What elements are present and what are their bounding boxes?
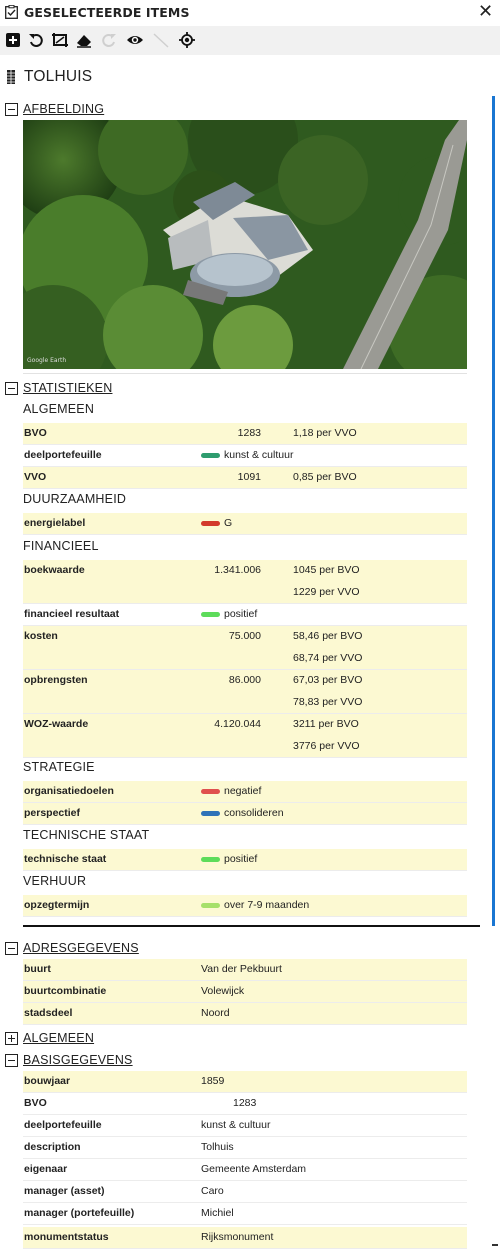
crop-icon[interactable]	[51, 31, 69, 49]
divider	[23, 373, 467, 374]
collapse-icon[interactable]	[5, 1054, 18, 1067]
building-icon	[6, 69, 16, 85]
selection-checkbox-icon	[5, 5, 18, 19]
eraser-icon[interactable]	[75, 31, 93, 49]
aerial-photo	[23, 120, 467, 369]
stat-row-energielabel: energielabel G	[23, 513, 467, 535]
group-heading: DUURZAAMHEID	[23, 492, 127, 506]
eye-icon[interactable]	[126, 31, 144, 49]
stat-row-financieel-resultaat: financieel resultaat positief	[23, 604, 467, 626]
address-row: buurtcombinatie Volewijck	[23, 981, 467, 1003]
expand-icon[interactable]	[5, 1032, 18, 1045]
stat-row-boekwaarde: boekwaarde 1.341.006 1045 per BVO 1229 per VVO	[23, 560, 467, 604]
stat-row-organisatiedoelen: organisatiedoelen negatief	[23, 781, 467, 803]
add-icon[interactable]	[4, 31, 22, 49]
collapse-icon[interactable]	[5, 382, 18, 395]
stat-row-opzegtermijn: opzegtermijn over 7-9 maanden	[23, 895, 467, 917]
basis-row: monumentstatus Rijksmonument	[23, 1227, 467, 1249]
status-pill	[201, 612, 220, 617]
section-label[interactable]: BASISGEGEVENS	[23, 1053, 133, 1067]
status-pill	[201, 789, 220, 794]
section-divider	[23, 925, 480, 927]
stat-row-bvo: BVO 1283 1,18 per VVO	[23, 423, 467, 445]
stat-row-vvo: VVO 1091 0,85 per BVO	[23, 467, 467, 489]
stat-row-kosten: kosten 75.000 58,46 per BVO 68,74 per VVO	[23, 626, 467, 670]
basis-row: manager (asset) Caro	[23, 1181, 467, 1203]
basis-row: manager (portefeuille) Michiel	[23, 1203, 467, 1225]
status-pill	[201, 521, 220, 526]
basis-row: description Tolhuis	[23, 1137, 467, 1159]
section-label[interactable]: STATISTIEKEN	[23, 381, 113, 395]
basis-row: eigenaar Gemeente Amsterdam	[23, 1159, 467, 1181]
address-row: stadsdeel Noord	[23, 1003, 467, 1025]
section-adresgegevens[interactable]	[5, 940, 139, 956]
group-heading: ALGEMEEN	[23, 402, 95, 416]
scrollbar[interactable]	[492, 96, 495, 926]
resize-handle[interactable]	[492, 1244, 498, 1246]
status-pill	[201, 811, 220, 816]
group-heading: FINANCIEEL	[23, 539, 99, 553]
collapse-icon[interactable]	[5, 942, 18, 955]
stat-row-woz-waarde: WOZ-waarde 4.120.044 3211 per BVO 3776 per VVO	[23, 714, 467, 758]
status-pill	[201, 857, 220, 862]
close-icon[interactable]: ✕	[478, 1, 494, 22]
stat-row-opbrengsten: opbrengsten 86.000 67,03 per BVO 78,83 per VVO	[23, 670, 467, 714]
collapse-icon[interactable]	[5, 103, 18, 116]
toolbar	[0, 26, 500, 55]
group-heading: TECHNISCHE STAAT	[23, 828, 150, 842]
section-basisgegevens[interactable]	[5, 1052, 133, 1068]
address-row: buurt Van der Pekbuurt	[23, 959, 467, 981]
basis-row: deelportefeuille kunst & cultuur	[23, 1115, 467, 1137]
section-label[interactable]: ADRESGEGEVENS	[23, 941, 139, 955]
basis-row: BVO 1283	[23, 1093, 467, 1115]
panel-title: GESELECTEERDE ITEMS	[24, 5, 190, 20]
panel-header	[0, 0, 500, 26]
stat-row-perspectief: perspectief consolideren	[23, 803, 467, 825]
stat-row-deelportefeuille: deelportefeuille kunst & cultuur	[23, 445, 467, 467]
group-heading: STRATEGIE	[23, 760, 95, 774]
section-afbeelding[interactable]	[5, 101, 104, 117]
section-label[interactable]: AFBEELDING	[23, 102, 105, 116]
section-algemeen[interactable]	[5, 1030, 94, 1046]
photo-watermark: Google Earth	[27, 357, 67, 364]
undo-icon[interactable]	[27, 31, 45, 49]
status-pill	[201, 903, 220, 908]
redo-icon	[100, 31, 118, 49]
status-pill	[201, 453, 220, 458]
section-label[interactable]: ALGEMEEN	[23, 1031, 95, 1045]
basis-row: bouwjaar 1859	[23, 1071, 467, 1093]
object-name: TOLHUIS	[24, 68, 93, 85]
line-icon	[152, 31, 170, 49]
locate-icon[interactable]	[178, 31, 196, 49]
group-heading: VERHUUR	[23, 874, 87, 888]
object-title	[6, 66, 92, 88]
stat-row-technische-staat: technische staat positief	[23, 849, 467, 871]
section-statistieken[interactable]	[5, 380, 112, 396]
